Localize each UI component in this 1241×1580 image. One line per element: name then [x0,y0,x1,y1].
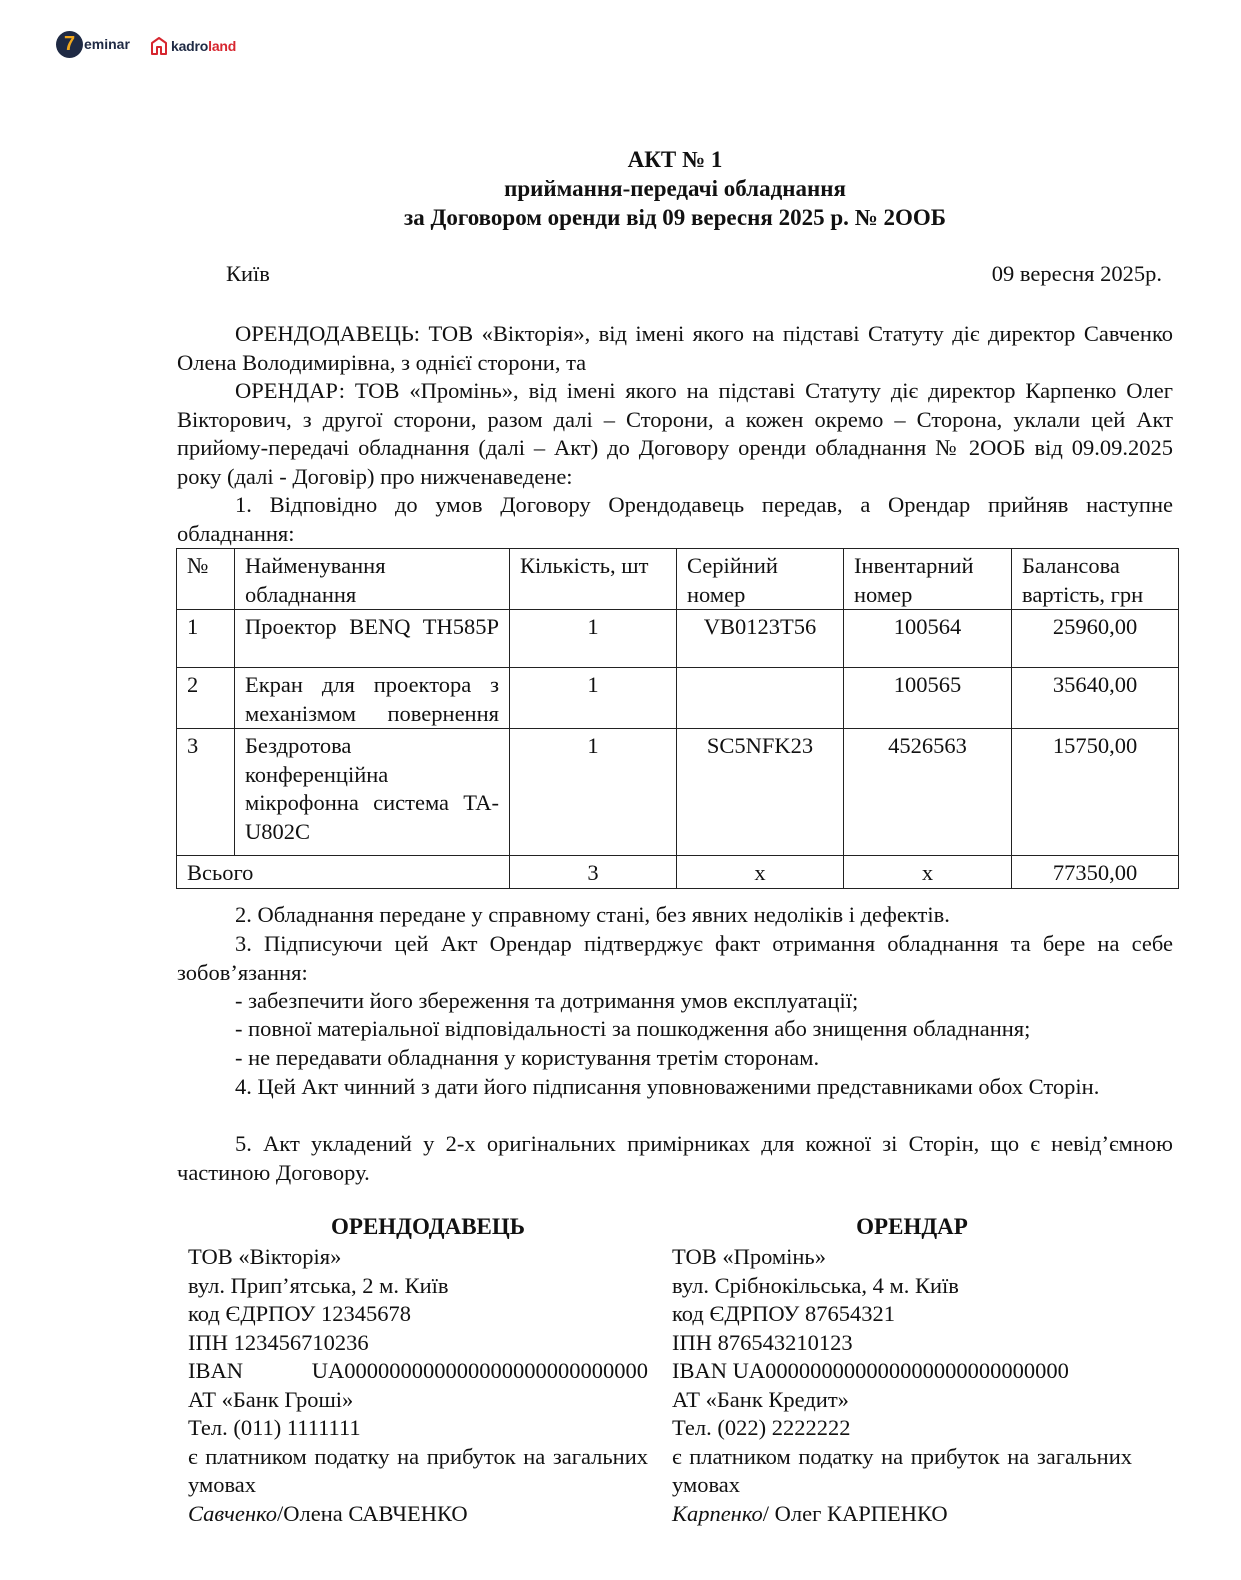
lessee-details [672,1243,1132,1528]
lessee-heading: ОРЕНДАР [856,1214,968,1239]
table-header-row [177,549,1179,610]
clause-3: 3. Підписуючи цей Акт Орендар підтверджує факт отримання обладнання та бере на себе зобов’язання: [177,931,1173,985]
lessee-tax-status: є платником податку на прибуток на загальних умовах [672,1443,1132,1497]
lessor-details [188,1243,648,1528]
header-cell-name: Найменування обладнання [235,549,510,610]
lessor-signature [188,1500,648,1529]
row-qty: 1 [510,610,677,668]
total-value: 77350,00 [1012,856,1179,889]
kadroland-text-part2: land [208,38,237,54]
row-name: Екран для проектора з механізмом повернення [235,668,510,729]
header-cell-number: № [177,549,235,610]
doc-title-line2: приймання-передачі обладнання [504,176,846,201]
seminar-logo [56,30,130,58]
kadroland-text-part1: kadro [171,38,209,54]
total-inventory: х [844,856,1012,889]
lessor-iban-value: UA000000000000000000000000000 [311,1358,648,1383]
table-row [177,610,1179,668]
kadroland-house-icon [150,36,168,56]
lessor-company: ТОВ «Вікторія» [188,1244,342,1269]
total-label: Всього [177,856,510,889]
header-cell-inventory: Інвентарний номер [844,549,1012,610]
lessor-signature-name: /Олена САВЧЕНКО [276,1500,468,1526]
seminar-logo-text: eminar [84,36,130,52]
header-cell-qty: Кількість, шт [510,549,677,610]
lessee-signature [672,1500,1132,1529]
clause-3-item-3: - не передавати обладнання у користування третім сторонам. [235,1045,820,1070]
lessor-iban-label: IBAN [188,1358,243,1383]
table-row [177,729,1179,856]
doc-date: 09 вересня 2025р. [991,261,1162,286]
total-serial: х [677,856,844,889]
lessee-address: вул. Срібнокільська, 4 м. Київ [672,1272,959,1298]
row-name: Бездротова конференційна мікрофонна система TA-U802C [235,729,510,856]
doc-title-line3: за Договором оренди від 09 вересня 2025 р. № 2ООБ [404,205,946,230]
intro-lessee-paragraph: ОРЕНДАР: ТОВ «Промінь», від імені якого на підставі Статуту діє директор Карпенко Олег Вікторович, з другої сторони, разом далі – Сторони, а кожен окремо – Сторона, уклали цей Акт прийому-передачі обладнання (далі – Акт) до Договору оренди обладнання № 2ООБ від 09.09.2025 року (далі - Договір) про нижченаведене: [177,378,1173,489]
lessee-bank: АТ «Банк Кредит» [672,1386,849,1412]
lessee-iban: IBAN UA000000000000000000000000000 [672,1358,1069,1383]
lessor-bank: АТ «Банк Гроші» [188,1386,354,1412]
clause-1: 1. Відповідно до умов Договору Орендодавець передав, а Орендар прийняв наступне обладнання: [177,492,1173,546]
row-inventory: 100564 [844,610,1012,668]
lessee-company: ТОВ «Промінь» [672,1244,826,1269]
lessor-edrpou: код ЄДРПОУ 12345678 [188,1301,411,1326]
row-value: 25960,00 [1012,610,1179,668]
doc-place: Київ [226,261,270,286]
row-serial [677,668,844,729]
seminar-logo-seven: 7 [56,31,83,58]
lessee-signature-italic: Карпенко [672,1500,763,1526]
lessee-ipn: ІПН 876543210123 [672,1329,853,1355]
table-total-row [177,856,1179,889]
lessee-edrpou: код ЄДРПОУ 87654321 [672,1301,895,1326]
clause-2: 2. Обладнання передане у справному стані, без явних недоліків і дефектів. [235,902,950,927]
row-inventory: 100565 [844,668,1012,729]
lessor-tax-status: є платником податку на прибуток на загальних умовах [188,1443,648,1497]
lessee-phone: Тел. (022) 2222222 [672,1415,851,1440]
kadroland-logo [150,34,236,58]
lessor-signature-italic: Савченко [188,1500,277,1526]
equipment-table [176,548,1179,889]
row-number: 3 [177,729,235,856]
row-value: 15750,00 [1012,729,1179,856]
clause-4: 4. Цей Акт чинний з дати його підписання уповноваженими представниками обох Сторін. [235,1074,1100,1099]
lessor-heading: ОРЕНДОДАВЕЦЬ [331,1214,525,1239]
clause-5: 5. Акт укладений у 2-х оригінальних примірниках для кожної зі Сторін, що є невід’ємною частиною Договору. [177,1131,1173,1185]
lessor-address: вул. Прип’ятська, 2 м. Київ [188,1272,449,1298]
lessor-ipn: ІПН 123456710236 [188,1329,369,1355]
row-name: Проектор BENQ TH585P [235,610,510,668]
row-serial: VB0123T56 [677,610,844,668]
row-number: 1 [177,610,235,668]
lessor-phone: Тел. (011) 1111111 [188,1415,361,1440]
row-value: 35640,00 [1012,668,1179,729]
intro-lessor-paragraph: ОРЕНДОДАВЕЦЬ: ТОВ «Вікторія», від імені якого на підставі Статуту діє директор Савченко Олена Володимирівна, з однієї сторони, та [177,321,1173,375]
lessor-iban [188,1357,648,1386]
header-cell-serial: Серійний номер [677,549,844,610]
table-row [177,668,1179,729]
header-cell-value: Балансова вартість, грн [1012,549,1179,610]
row-qty: 1 [510,668,677,729]
lessee-signature-name: / Олег КАРПЕНКО [762,1500,948,1526]
row-serial: SC5NFK23 [677,729,844,856]
kadroland-logo-text [171,38,236,54]
row-number: 2 [177,668,235,729]
doc-title-line1: АКТ № 1 [627,147,723,172]
clause-3-item-2: - повної матеріальної відповідальності за пошкодження або знищення обладнання; [235,1016,1031,1041]
row-qty: 1 [510,729,677,856]
row-inventory: 4526563 [844,729,1012,856]
total-qty: 3 [510,856,677,889]
clause-3-item-1: - забезпечити його збереження та дотримання умов експлуатації; [235,988,859,1013]
